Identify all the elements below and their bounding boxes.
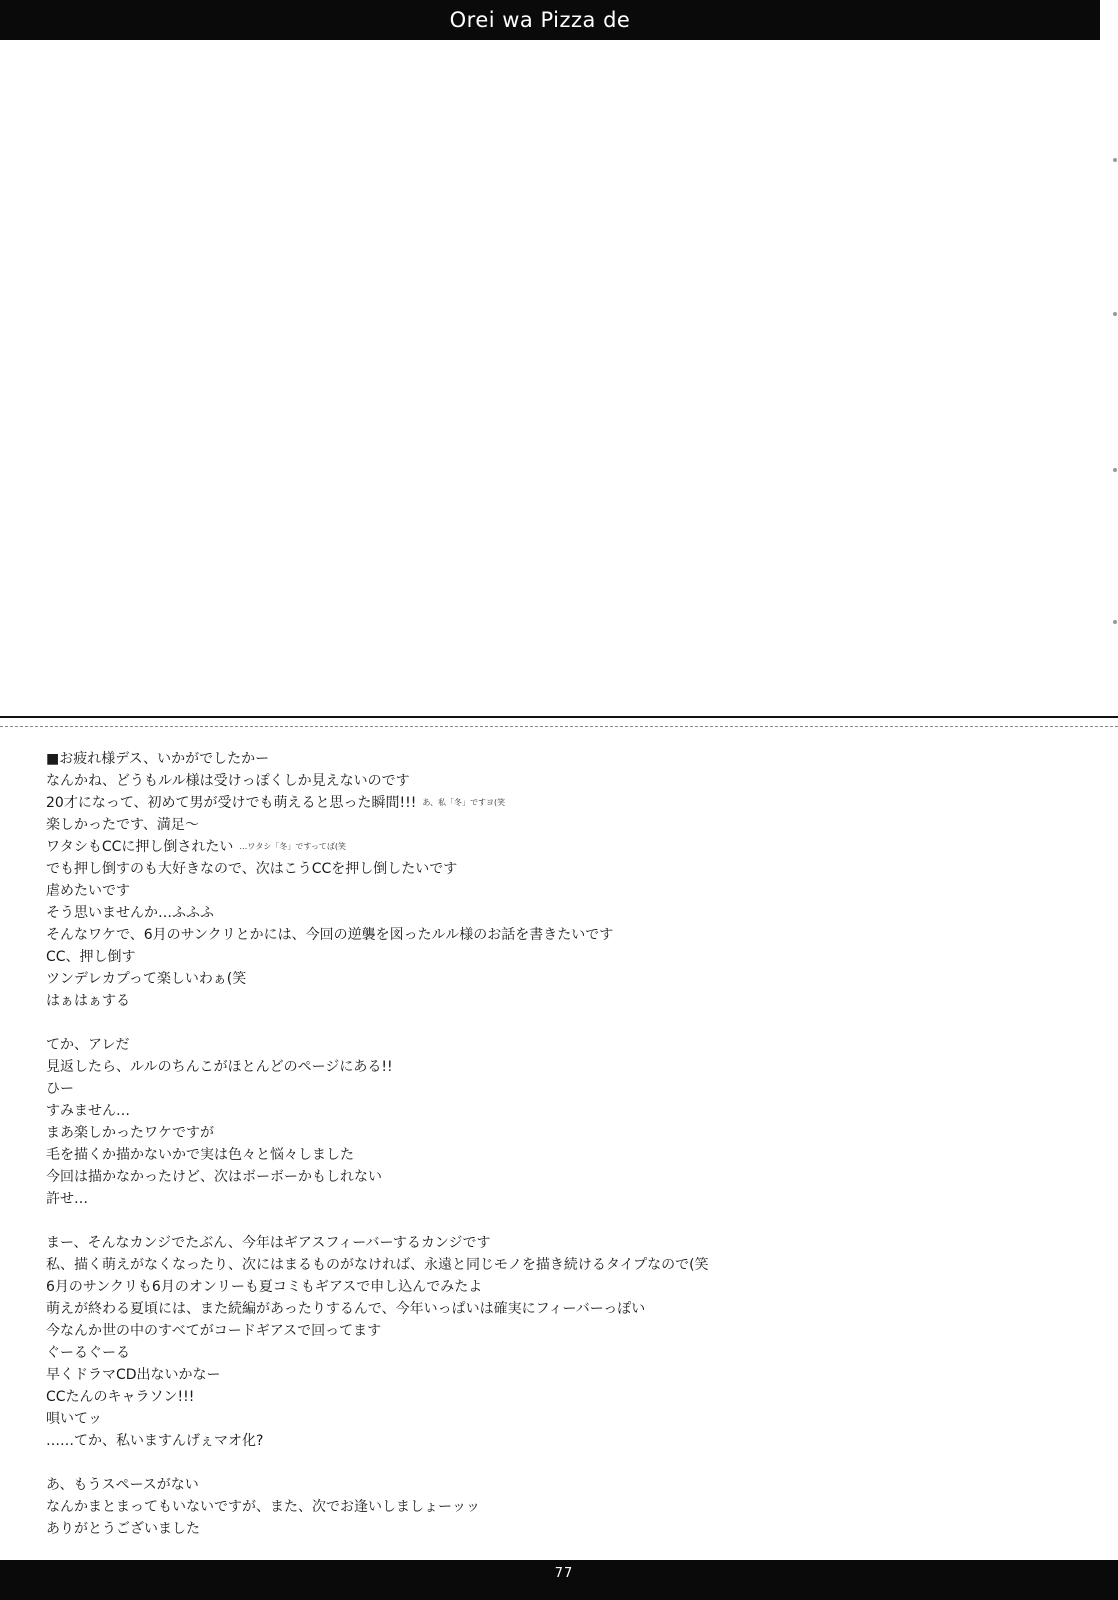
afterword-line bbox=[46, 1034, 1086, 1056]
afterword-line-text: そんなワケで、6月のサンクリとかには、今回の逆襲を図ったルル様のお話を書きたいです bbox=[46, 927, 614, 943]
afterword-line-text: すみません… bbox=[46, 1103, 130, 1119]
afterword-line bbox=[46, 792, 1086, 814]
afterword-line-text: ■お疲れ様デス、いかがでしたかー bbox=[46, 751, 270, 767]
afterword-line bbox=[46, 1078, 1086, 1100]
edge-mark bbox=[1113, 620, 1117, 624]
afterword-text-block bbox=[46, 748, 1086, 1540]
afterword-line bbox=[46, 748, 1086, 770]
afterword-line-text: ありがとうございました bbox=[46, 1521, 200, 1537]
dashed-divider bbox=[0, 726, 1118, 727]
afterword-line bbox=[46, 924, 1086, 946]
page-title: Orei wa Pizza de bbox=[449, 8, 631, 32]
afterword-line-text: ……てか、私いますんげぇマオ化? bbox=[46, 1433, 264, 1449]
afterword-aside-note: …ワタシ「冬」ですってば(笑 bbox=[239, 842, 346, 851]
afterword-line-text: はぁはぁする bbox=[46, 993, 130, 1009]
afterword-line-text: 楽しかったです、満足〜 bbox=[46, 817, 199, 833]
afterword-line bbox=[46, 1254, 1086, 1276]
afterword-line-text: 虐めたいです bbox=[46, 883, 130, 899]
afterword-line bbox=[46, 990, 1086, 1012]
afterword-line-text: CCたんのキャラソン!!! bbox=[46, 1389, 195, 1405]
afterword-line-text: 許せ… bbox=[46, 1191, 88, 1207]
afterword-line bbox=[46, 1100, 1086, 1122]
afterword-line bbox=[46, 858, 1086, 880]
afterword-line-text: 今回は描かなかったけど、次はボーボーかもしれない bbox=[46, 1169, 382, 1185]
afterword-line bbox=[46, 1276, 1086, 1298]
afterword-line bbox=[46, 1166, 1086, 1188]
afterword-line-text: あ、もうスペースがない bbox=[46, 1477, 199, 1493]
afterword-line-text: 私、描く萌えがなくなったり、次にはまるものがなければ、永遠と同じモノを描き続けるタイプなので(笑 bbox=[46, 1257, 709, 1273]
afterword-line bbox=[46, 1320, 1086, 1342]
afterword-line bbox=[46, 880, 1086, 902]
afterword-line-text: 早くドラマCD出ないかなー bbox=[46, 1367, 221, 1383]
afterword-line-text: 20才になって、初めて男が受けでも萌えると思った瞬間!!! bbox=[46, 795, 417, 811]
afterword-line-text: てか、アレだ bbox=[46, 1037, 130, 1053]
afterword-line bbox=[46, 1122, 1086, 1144]
blank-illustration-area bbox=[0, 40, 1100, 716]
afterword-line bbox=[46, 814, 1086, 836]
afterword-line bbox=[46, 836, 1086, 858]
afterword-line bbox=[46, 1144, 1086, 1166]
afterword-line-text: ひー bbox=[46, 1081, 74, 1097]
afterword-line bbox=[46, 1188, 1086, 1210]
afterword-line-text: まあ楽しかったワケですが bbox=[46, 1125, 214, 1141]
afterword-line bbox=[46, 1364, 1086, 1386]
afterword-line-text: そう思いませんか…ふふふ bbox=[46, 905, 214, 921]
afterword-line bbox=[46, 1408, 1086, 1430]
afterword-line-text: 今なんか世の中のすべてがコードギアスで回ってます bbox=[46, 1323, 382, 1339]
afterword-line bbox=[46, 946, 1086, 968]
afterword-line bbox=[46, 1232, 1086, 1254]
afterword-line bbox=[46, 1474, 1086, 1496]
afterword-aside-note: あ、私「冬」ですヨ(笑 bbox=[422, 798, 506, 807]
afterword-line bbox=[46, 1210, 1086, 1232]
afterword-line bbox=[46, 1452, 1086, 1474]
page-number: 77 bbox=[554, 1566, 574, 1581]
afterword-line bbox=[46, 902, 1086, 924]
afterword-line bbox=[46, 1386, 1086, 1408]
afterword-line bbox=[46, 770, 1086, 792]
afterword-line-text: まー、そんなカンジでたぶん、今年はギアスフィーバーするカンジです bbox=[46, 1235, 491, 1251]
footer-bar bbox=[0, 1560, 1118, 1600]
edge-mark bbox=[1113, 468, 1117, 472]
afterword-line bbox=[46, 1496, 1086, 1518]
afterword-line bbox=[46, 1012, 1086, 1034]
afterword-line-text: CC、押し倒す bbox=[46, 949, 136, 965]
afterword-line-text: 萌えが終わる夏頃には、また続編があったりするんで、今年いっぱいは確実にフィーバーっぽい bbox=[46, 1301, 646, 1317]
afterword-line bbox=[46, 968, 1086, 990]
edge-mark bbox=[1113, 158, 1117, 162]
afterword-line-text: 唄いてッ bbox=[46, 1411, 102, 1427]
afterword-line-text: なんかまとまってもいないですが、また、次でお逢いしましょーッッ bbox=[46, 1499, 480, 1515]
afterword-line-text: でも押し倒すのも大好きなので、次はこうCCを押し倒したいです bbox=[46, 861, 458, 877]
section-divider bbox=[0, 716, 1118, 718]
afterword-line bbox=[46, 1518, 1086, 1540]
afterword-line-text: ワタシもCCに押し倒されたい bbox=[46, 839, 234, 855]
afterword-line-text: 毛を描くか描かないかで実は色々と悩々しました bbox=[46, 1147, 354, 1163]
afterword-line bbox=[46, 1342, 1086, 1364]
afterword-line bbox=[46, 1056, 1086, 1078]
afterword-line-text: ぐーるぐーる bbox=[46, 1345, 130, 1361]
header-bar bbox=[0, 0, 1100, 40]
afterword-line-text: 見返したら、ルルのちんこがほとんどのページにある!! bbox=[46, 1059, 393, 1075]
afterword-line-text: なんかね、どうもルル様は受けっぽくしか見えないのです bbox=[46, 773, 410, 789]
edge-mark bbox=[1113, 312, 1117, 316]
afterword-line bbox=[46, 1298, 1086, 1320]
afterword-line-text: 6月のサンクリも6月のオンリーも夏コミもギアスで申し込んでみたよ bbox=[46, 1279, 483, 1295]
afterword-line-text: ツンデレカプって楽しいわぁ(笑 bbox=[46, 971, 247, 987]
afterword-line bbox=[46, 1430, 1086, 1452]
